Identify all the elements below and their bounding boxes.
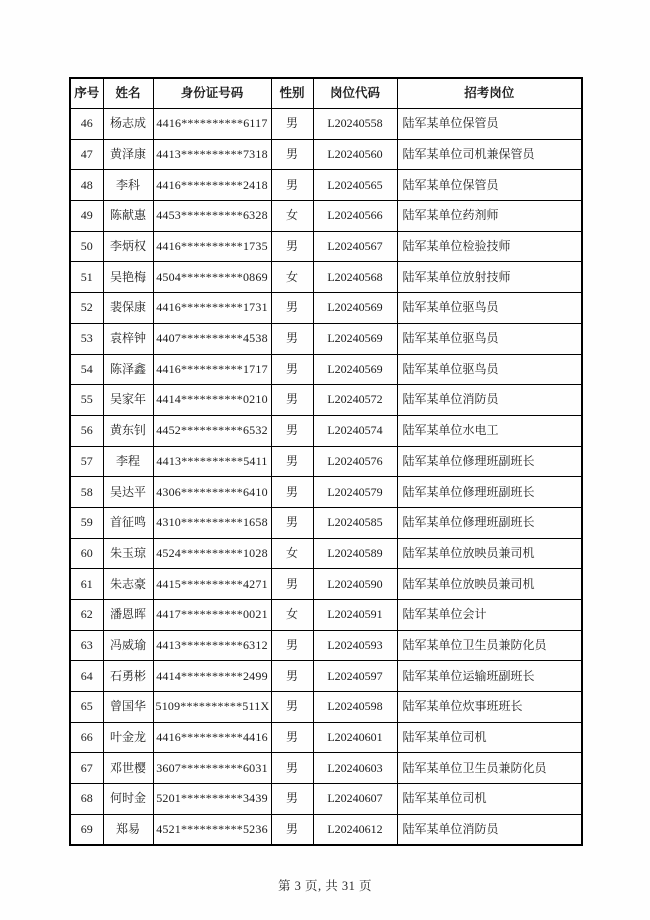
cell-code: L20240558 [313, 109, 397, 140]
cell-id: 3607**********6031 [153, 753, 271, 784]
cell-gender: 男 [271, 661, 313, 692]
cell-post: 陆军某单位驱鸟员 [397, 293, 582, 324]
cell-post: 陆军某单位放射技师 [397, 262, 582, 293]
cell-serial: 62 [70, 600, 103, 631]
cell-id: 5201**********3439 [153, 784, 271, 815]
cell-name: 叶金龙 [103, 722, 153, 753]
recruitment-roster-table [69, 77, 583, 846]
cell-id: 4416**********1717 [153, 354, 271, 385]
cell-serial: 53 [70, 323, 103, 354]
cell-post: 陆军某单位修理班副班长 [397, 507, 582, 538]
cell-gender: 女 [271, 600, 313, 631]
cell-name: 潘恩晖 [103, 600, 153, 631]
cell-serial: 65 [70, 692, 103, 723]
cell-code: L20240593 [313, 630, 397, 661]
cell-id: 4453**********6328 [153, 201, 271, 232]
cell-serial: 47 [70, 139, 103, 170]
table-row [70, 139, 582, 170]
table-row [70, 722, 582, 753]
table-row [70, 507, 582, 538]
cell-code: L20240603 [313, 753, 397, 784]
cell-post: 陆军某单位消防员 [397, 814, 582, 845]
cell-post: 陆军某单位卫生员兼防化员 [397, 753, 582, 784]
cell-name: 曾国华 [103, 692, 153, 723]
cell-code: L20240565 [313, 170, 397, 201]
cell-post: 陆军某单位运输班副班长 [397, 661, 582, 692]
table-row [70, 569, 582, 600]
cell-gender: 男 [271, 231, 313, 262]
cell-gender: 男 [271, 293, 313, 324]
cell-post: 陆军某单位药剂师 [397, 201, 582, 232]
col-header-post-code: 岗位代码 [313, 78, 397, 109]
table-row [70, 630, 582, 661]
cell-post: 陆军某单位水电工 [397, 415, 582, 446]
cell-id: 5109**********511X [153, 692, 271, 723]
cell-code: L20240589 [313, 538, 397, 569]
cell-gender: 女 [271, 538, 313, 569]
cell-serial: 67 [70, 753, 103, 784]
cell-code: L20240569 [313, 323, 397, 354]
cell-gender: 男 [271, 507, 313, 538]
cell-serial: 56 [70, 415, 103, 446]
cell-name: 朱玉琼 [103, 538, 153, 569]
cell-serial: 64 [70, 661, 103, 692]
cell-gender: 男 [271, 139, 313, 170]
table-row [70, 415, 582, 446]
cell-serial: 48 [70, 170, 103, 201]
cell-id: 4504**********0869 [153, 262, 271, 293]
cell-post: 陆军某单位检验技师 [397, 231, 582, 262]
cell-serial: 51 [70, 262, 103, 293]
table-row [70, 692, 582, 723]
cell-id: 4413**********5411 [153, 446, 271, 477]
cell-name: 黄泽康 [103, 139, 153, 170]
cell-gender: 男 [271, 630, 313, 661]
cell-gender: 男 [271, 784, 313, 815]
cell-name: 裴保康 [103, 293, 153, 324]
cell-id: 4306**********6410 [153, 477, 271, 508]
table-row [70, 262, 582, 293]
table-row [70, 109, 582, 140]
cell-serial: 54 [70, 354, 103, 385]
cell-serial: 69 [70, 814, 103, 845]
cell-serial: 68 [70, 784, 103, 815]
cell-code: L20240598 [313, 692, 397, 723]
cell-post: 陆军某单位驱鸟员 [397, 323, 582, 354]
cell-name: 邓世樱 [103, 753, 153, 784]
cell-name: 李炳权 [103, 231, 153, 262]
cell-id: 4415**********4271 [153, 569, 271, 600]
cell-code: L20240601 [313, 722, 397, 753]
cell-id: 4524**********1028 [153, 538, 271, 569]
cell-serial: 59 [70, 507, 103, 538]
table-row [70, 600, 582, 631]
cell-id: 4416**********1735 [153, 231, 271, 262]
cell-code: L20240574 [313, 415, 397, 446]
cell-id: 4407**********4538 [153, 323, 271, 354]
cell-name: 首征鸣 [103, 507, 153, 538]
cell-code: L20240590 [313, 569, 397, 600]
cell-serial: 49 [70, 201, 103, 232]
cell-code: L20240568 [313, 262, 397, 293]
cell-post: 陆军某单位司机 [397, 722, 582, 753]
table-row [70, 201, 582, 232]
cell-id: 4452**********6532 [153, 415, 271, 446]
col-header-serial: 序号 [70, 78, 103, 109]
cell-id: 4416**********1731 [153, 293, 271, 324]
table-row [70, 446, 582, 477]
cell-gender: 男 [271, 415, 313, 446]
table-row [70, 170, 582, 201]
table-row [70, 814, 582, 845]
table-body [70, 109, 582, 846]
page-number-footer: 第 3 页, 共 31 页 [277, 879, 372, 893]
cell-id: 4416**********6117 [153, 109, 271, 140]
cell-name: 石勇彬 [103, 661, 153, 692]
cell-gender: 男 [271, 170, 313, 201]
table-row [70, 753, 582, 784]
cell-post: 陆军某单位修理班副班长 [397, 446, 582, 477]
cell-post: 陆军某单位司机兼保管员 [397, 139, 582, 170]
table-row [70, 354, 582, 385]
col-header-id-number: 身份证号码 [153, 78, 271, 109]
cell-id: 4417**********0021 [153, 600, 271, 631]
table-row [70, 323, 582, 354]
cell-name: 吴达平 [103, 477, 153, 508]
cell-name: 李程 [103, 446, 153, 477]
cell-id: 4414**********0210 [153, 385, 271, 416]
cell-name: 吴艳梅 [103, 262, 153, 293]
cell-gender: 男 [271, 446, 313, 477]
cell-gender: 男 [271, 569, 313, 600]
cell-post: 陆军某单位保管员 [397, 170, 582, 201]
cell-serial: 63 [70, 630, 103, 661]
cell-code: L20240572 [313, 385, 397, 416]
cell-code: L20240612 [313, 814, 397, 845]
cell-name: 陈泽鑫 [103, 354, 153, 385]
cell-post: 陆军某单位会计 [397, 600, 582, 631]
cell-gender: 男 [271, 323, 313, 354]
cell-post: 陆军某单位消防员 [397, 385, 582, 416]
table-header [70, 78, 582, 109]
cell-gender: 男 [271, 354, 313, 385]
cell-post: 陆军某单位炊事班班长 [397, 692, 582, 723]
cell-name: 朱志豪 [103, 569, 153, 600]
cell-gender: 男 [271, 109, 313, 140]
cell-name: 杨志成 [103, 109, 153, 140]
cell-gender: 女 [271, 201, 313, 232]
cell-serial: 46 [70, 109, 103, 140]
cell-id: 4413**********7318 [153, 139, 271, 170]
cell-code: L20240585 [313, 507, 397, 538]
cell-gender: 男 [271, 385, 313, 416]
cell-id: 4521**********5236 [153, 814, 271, 845]
cell-name: 陈献惠 [103, 201, 153, 232]
cell-serial: 50 [70, 231, 103, 262]
table-row [70, 784, 582, 815]
cell-code: L20240560 [313, 139, 397, 170]
cell-code: L20240569 [313, 293, 397, 324]
cell-name: 李科 [103, 170, 153, 201]
cell-serial: 61 [70, 569, 103, 600]
cell-code: L20240597 [313, 661, 397, 692]
cell-serial: 58 [70, 477, 103, 508]
cell-id: 4413**********6312 [153, 630, 271, 661]
cell-serial: 52 [70, 293, 103, 324]
cell-code: L20240591 [313, 600, 397, 631]
cell-gender: 女 [271, 262, 313, 293]
cell-post: 陆军某单位放映员兼司机 [397, 569, 582, 600]
col-header-name: 姓名 [103, 78, 153, 109]
cell-name: 黄东钊 [103, 415, 153, 446]
cell-post: 陆军某单位驱鸟员 [397, 354, 582, 385]
cell-serial: 57 [70, 446, 103, 477]
cell-post: 陆军某单位卫生员兼防化员 [397, 630, 582, 661]
cell-code: L20240567 [313, 231, 397, 262]
cell-id: 4310**********1658 [153, 507, 271, 538]
cell-name: 何时金 [103, 784, 153, 815]
cell-gender: 男 [271, 477, 313, 508]
cell-id: 4416**********2418 [153, 170, 271, 201]
cell-code: L20240576 [313, 446, 397, 477]
table-row [70, 661, 582, 692]
col-header-recruit-post: 招考岗位 [397, 78, 582, 109]
cell-gender: 男 [271, 692, 313, 723]
cell-name: 郑易 [103, 814, 153, 845]
cell-gender: 男 [271, 814, 313, 845]
table-row [70, 293, 582, 324]
cell-serial: 66 [70, 722, 103, 753]
cell-id: 4414**********2499 [153, 661, 271, 692]
cell-post: 陆军某单位保管员 [397, 109, 582, 140]
cell-post: 陆军某单位司机 [397, 784, 582, 815]
header-row [70, 78, 582, 109]
cell-gender: 男 [271, 722, 313, 753]
cell-post: 陆军某单位放映员兼司机 [397, 538, 582, 569]
cell-post: 陆军某单位修理班副班长 [397, 477, 582, 508]
cell-serial: 60 [70, 538, 103, 569]
cell-name: 袁梓钟 [103, 323, 153, 354]
cell-name: 吴家年 [103, 385, 153, 416]
cell-code: L20240569 [313, 354, 397, 385]
cell-code: L20240607 [313, 784, 397, 815]
cell-code: L20240579 [313, 477, 397, 508]
cell-code: L20240566 [313, 201, 397, 232]
table-row [70, 231, 582, 262]
cell-name: 冯威瑜 [103, 630, 153, 661]
table-row [70, 477, 582, 508]
col-header-gender: 性别 [271, 78, 313, 109]
cell-serial: 55 [70, 385, 103, 416]
table-row [70, 385, 582, 416]
cell-id: 4416**********4416 [153, 722, 271, 753]
cell-gender: 男 [271, 753, 313, 784]
table-row [70, 538, 582, 569]
